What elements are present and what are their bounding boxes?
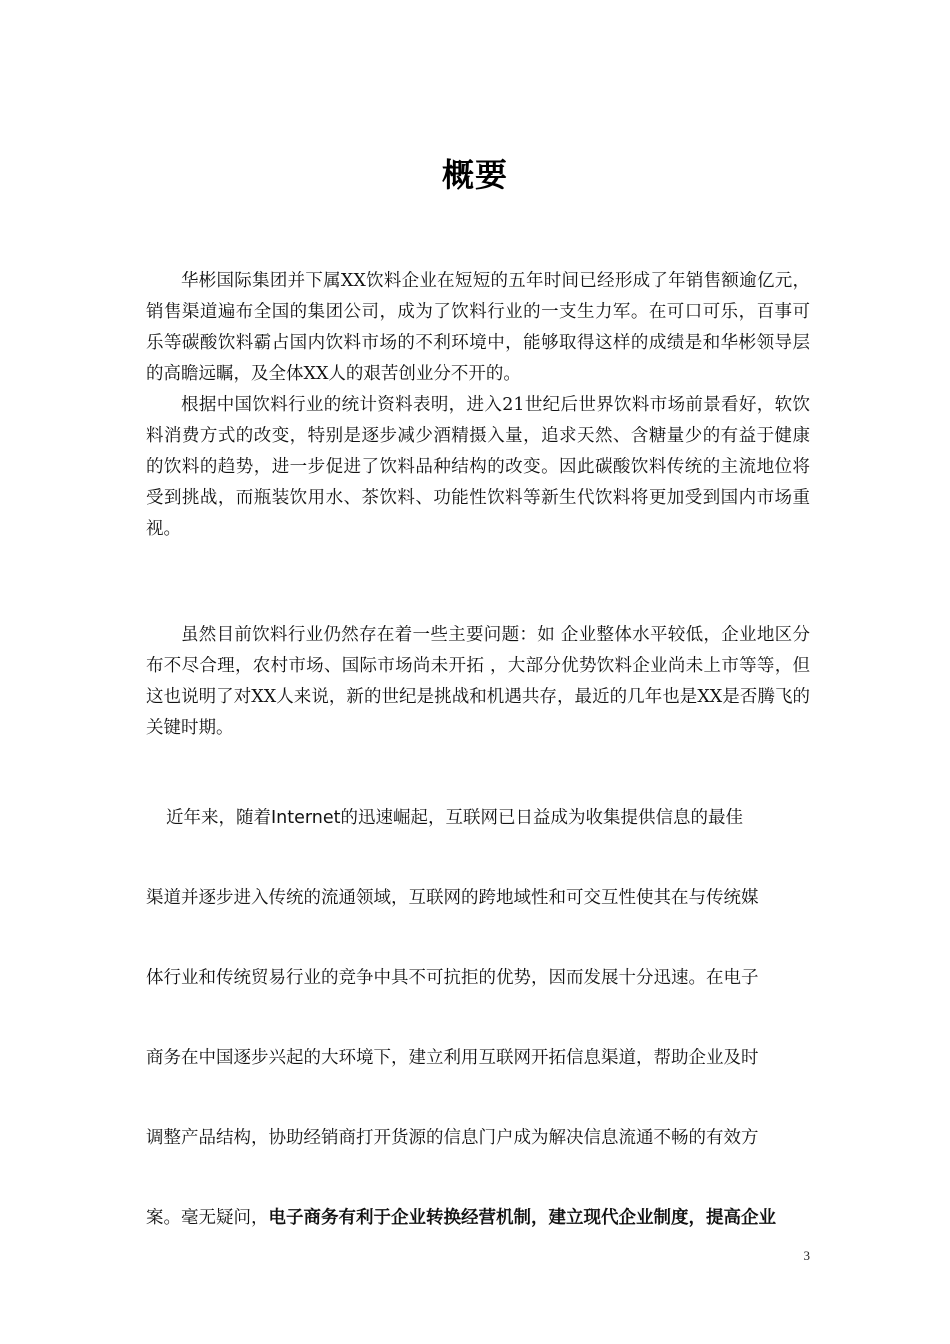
internet-paragraph	[146, 806, 810, 1286]
paragraph-industry-stats: 根据中国饮料行业的统计资料表明，进入21世纪后世界饮料市场前景看好，软饮料消费方式的改变，特别是逐步减少酒精摄入量，追求天然、含糖量少的有益于健康的饮料的趋势，进一步促进了饮料品种结构的改变。因此碳酸饮料传统的主流地位将受到挑战，而瓶装饮用水、茶饮料、功能性饮料等新生代饮料将更加受到国内市场重视。	[146, 395, 810, 539]
text-line: 调整产品结构，协助经销商打开货源的信息门户成为解决信息流通不畅的有效方	[146, 1128, 759, 1148]
serif-text-block	[146, 266, 810, 545]
text-segment-plain: 案。毫无疑问，	[146, 1208, 269, 1228]
text-line: 近年来，随着Internet的迅速崛起，互联网已日益成为收集提供信息的最佳	[166, 808, 743, 828]
text-line: 体行业和传统贸易行业的竞争中具不可抗拒的优势，因而发展十分迅速。在电子	[146, 968, 759, 988]
paragraph-problems: 虽然目前饮料行业仍然存在着一些主要问题：如 企业整体水平较低，企业地区分布不尽合理，农村市场、国际市场尚未开拓 ，大部分优势饮料企业尚未上市等等，但这也说明了对XX人来说，新的世纪是挑战和机遇共存，最近的几年也是XX是否腾飞的关键时期。	[146, 625, 810, 738]
text-segment-bold: 电子商务有利于企业转换经营机制，建立现代企业制度，提高企业	[268, 1208, 776, 1228]
page-number: 3	[803, 1248, 810, 1263]
text-line: 渠道并逐步进入传统的流通领域，互联网的跨地域性和可交互性使其在与传统媒	[146, 888, 759, 908]
text-line: 商务在中国逐步兴起的大环境下，建立利用互联网开拓信息渠道，帮助企业及时	[146, 1048, 759, 1068]
text-line-last	[146, 1206, 810, 1286]
paragraph-intro: 华彬国际集团并下属XX饮料企业在短短的五年时间已经形成了年销售额逾亿元，销售渠道遍布全国的集团公司，成为了饮料行业的一支生力军。在可口可乐，百事可乐等碳酸饮料霸占国内饮料市场的不利环境中，能够取得这样的成绩是和华彬领导层的高瞻远瞩，及全体XX人的艰苦创业分不开的。	[146, 271, 810, 384]
serif-text-block-2	[146, 620, 810, 744]
page-title: 概要	[441, 156, 508, 194]
